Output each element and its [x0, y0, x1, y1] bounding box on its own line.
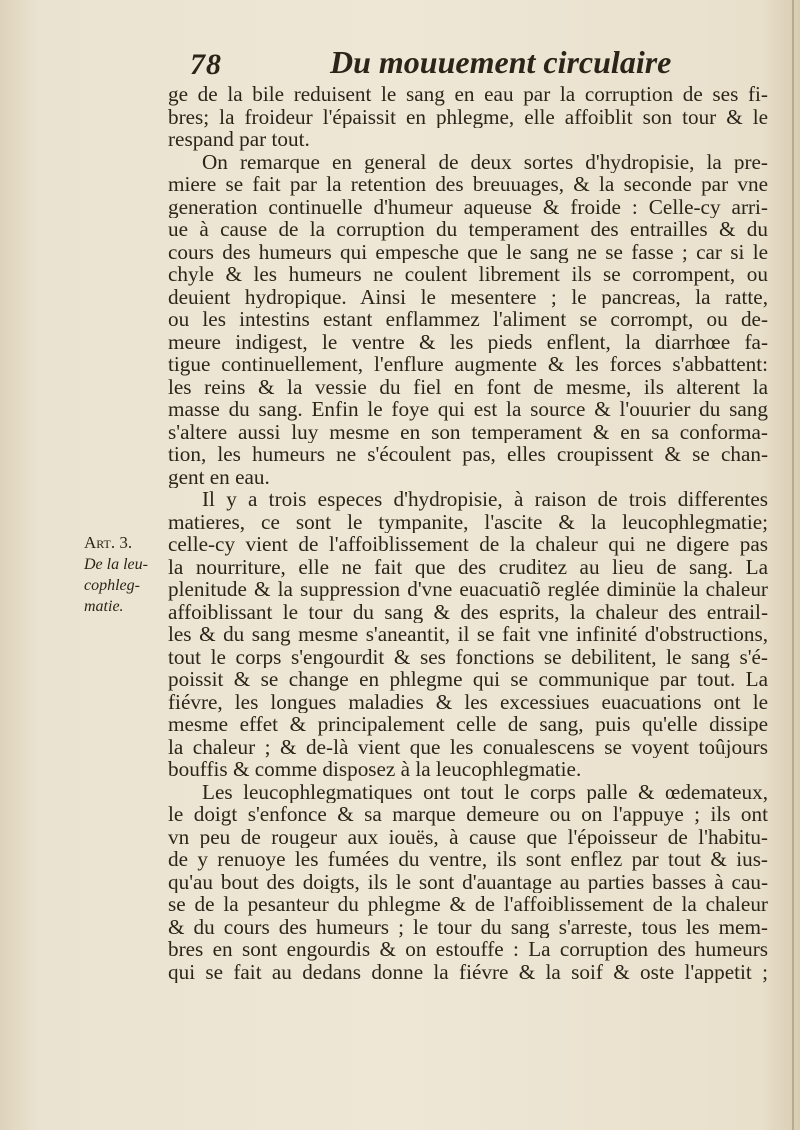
- text-line: meure indigest, le ventre & les pieds enflent, la diarrhœe fa-: [168, 330, 768, 353]
- text-line: ge de la bile reduisent le sang en eau par la corruption de ses fi-: [168, 83, 768, 106]
- margin-label-line-2: cophleg-: [84, 577, 140, 594]
- text-line: masse du sang. Enfin le foye qui est la source & l'ouurier du sang: [168, 398, 768, 421]
- page-header: [190, 44, 710, 84]
- text-line: fiévre, les longues maladies & les excessiues euacuations ont le: [168, 690, 768, 713]
- text-line: bres; la froideur l'épaissit en phlegme, elle affoiblit son tour & le: [168, 105, 768, 128]
- page-number: 78: [190, 48, 222, 81]
- text-line: cours des humeurs qui empesche que le sang ne se fasse ; car si le: [168, 240, 768, 263]
- text-line: qui se fait au dedans donne la fiévre & la soif & oste l'appetit ;: [168, 960, 768, 983]
- text-line: les reins & la vessie du fiel en font de mesme, ils alterent la: [168, 375, 768, 398]
- text-line: Il y a trois especes d'hydropisie, à raison de trois differentes: [202, 488, 768, 511]
- text-line: la chaleur ; & de-là vient que les conualescens se voyent toûjours: [168, 735, 768, 758]
- text-line: chyle & les humeurs ne coulent librement ils se corrompent, ou: [168, 263, 768, 286]
- margin-note: [84, 532, 154, 617]
- text-line: gent en eau.: [168, 465, 270, 488]
- text-line: qu'au bout des doigts, ils le sont d'auantage au parties basses à cau-: [168, 870, 768, 893]
- page-edge: [792, 0, 794, 1130]
- text-line: se de la pesanteur du phlegme & de l'affoiblissement de la chaleur: [168, 893, 768, 916]
- text-line: s'altere aussi luy mesme en son temperament & en sa conforma-: [168, 420, 768, 443]
- text-line: ue à cause de la corruption du temperament des entrailles & du: [168, 218, 768, 241]
- text-line: poissit & se change en phlegme qui se communique par tout. La: [168, 668, 768, 691]
- body-text: [168, 83, 768, 983]
- text-line: vn peu de rougeur aux iouës, à cause que l'époisseur de l'habitu-: [168, 825, 768, 848]
- text-line: respand par tout.: [168, 128, 310, 151]
- text-line: tion, les humeurs ne s'écoulent pas, elles croupissent & se chan-: [168, 443, 768, 466]
- text-line: ou les intestins estant enflammez l'aliment se corrompt, ou de-: [168, 308, 768, 331]
- text-line: Les leucophlegmatiques ont tout le corps palle & œdemateux,: [202, 780, 768, 803]
- text-line: matieres, ce sont le tympanite, l'ascite & la leucophlegmatie;: [168, 510, 768, 533]
- text-line: bres en sont engourdis & on estouffe : La corruption des humeurs: [168, 938, 768, 961]
- text-line: tout le corps s'engourdit & ses fonctions se debilitent, le sang s'é-: [168, 645, 768, 668]
- text-line: celle-cy vient de l'affoiblissement de la chaleur qui ne digere pas: [168, 533, 768, 556]
- text-line: mesme effet & principalement celle de sang, puis qu'elle dissipe: [168, 713, 768, 736]
- margin-label-line-1: De la leu-: [84, 556, 148, 573]
- text-line: de y renuoye les fumées du ventre, ils sont enflez par tout & ius-: [168, 848, 768, 871]
- text-line: plenitude & la suppression d'vne euacuatiõ reglée diminüe la chaleur: [168, 578, 768, 601]
- text-line: bouffis & comme disposez à la leucophlegmatie.: [168, 758, 582, 781]
- text-line: tigue continuellement, l'enflure augmente & les forces s'abbattent:: [168, 353, 768, 376]
- text-line: On remarque en general de deux sortes d'hydropisie, la pre-: [202, 150, 768, 173]
- text-line: le doigt s'enfonce & sa marque demeure ou on l'appuye ; ils ont: [168, 803, 768, 826]
- text-line: generation continuelle d'humeur aqueuse & froide : Celle-cy arri-: [168, 195, 768, 218]
- text-line: miere se fait par la retention des breuuages, & la seconde par vne: [168, 173, 768, 196]
- text-line: la nourriture, elle ne fait que des cruditez au lieu de sang. La: [168, 555, 768, 578]
- margin-article-number: Art. 3.: [84, 533, 133, 552]
- text-line: les & du sang mesme s'aneantit, il se fait vne infinité d'obstructions,: [168, 623, 768, 646]
- text-line: deuient hydropique. Ainsi le mesentere ; le pancreas, la ratte,: [168, 285, 768, 308]
- margin-label-line-3: matie.: [84, 598, 124, 615]
- text-line: affoiblissant le tour du sang & des esprits, la chaleur des entrail-: [168, 600, 768, 623]
- text-line: & du cours des humeurs ; le tour du sang s'arreste, tous les mem-: [168, 915, 768, 938]
- running-title: Du mouuement circulaire: [330, 44, 672, 80]
